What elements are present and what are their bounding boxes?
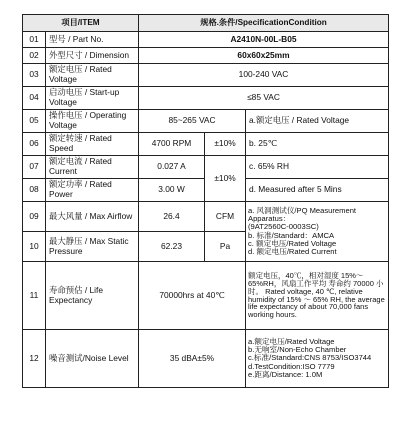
row-number: 12	[23, 330, 46, 388]
table-row	[23, 330, 389, 388]
table-row	[23, 156, 389, 179]
unit-label: CFM	[205, 202, 246, 232]
specification-sheet	[22, 14, 388, 388]
table-row	[23, 262, 389, 330]
item-label: 额定电流 / Rated Current	[46, 156, 139, 179]
item-label: 启动电压 / Start-up Voltage	[46, 87, 139, 110]
table-row	[23, 133, 389, 156]
row-number: 02	[23, 48, 46, 64]
condition-text: d. Measured after 5 Mins	[246, 179, 389, 202]
condition-line: a.额定电压/Rated Voltage	[248, 337, 335, 347]
pq-condition-list	[246, 202, 389, 262]
spec-table	[22, 14, 389, 388]
life-expectancy-value: 70000hrs at 40℃	[139, 262, 246, 330]
rated-current-value: 0.027 A	[139, 156, 205, 179]
table-row	[23, 202, 389, 232]
rated-speed-value: 4700 RPM	[139, 133, 205, 156]
startup-voltage-value: ≤85 VAC	[139, 87, 389, 110]
unit-label: Pa	[205, 232, 246, 262]
condition-line: d.TestCondition:ISO 7779	[248, 361, 335, 371]
item-label: 噪音测试/Noise Level	[46, 330, 139, 388]
condition-line: (9AT2560C-0003SC)	[248, 222, 319, 232]
row-number: 01	[23, 32, 46, 48]
row-number: 08	[23, 179, 46, 202]
item-label: 外型尺寸 / Dimension	[46, 48, 139, 64]
row-number: 07	[23, 156, 46, 179]
tolerance-value: ±10%	[205, 156, 246, 202]
table-row	[23, 48, 389, 64]
table-row	[23, 64, 389, 87]
condition-line: c. 额定电压/Rated Voltage	[248, 238, 337, 248]
row-number: 06	[23, 133, 46, 156]
part-number-value: A2410N-00L-B05	[139, 32, 389, 48]
item-label: 寿命预估 / Life Expectancy	[46, 262, 139, 330]
table-row	[23, 87, 389, 110]
condition-line: b.无响室/Non-Echo Chamber	[248, 345, 347, 355]
header-spec: 规格.条件/SpecificationCondition	[139, 15, 389, 32]
item-label: 型号 / Part No.	[46, 32, 139, 48]
max-pressure-value: 62.23	[139, 232, 205, 262]
condition-text: b. 25℃	[246, 133, 389, 156]
condition-text: a.额定电压 / Rated Voltage	[246, 110, 389, 133]
row-number: 10	[23, 232, 46, 262]
rated-voltage-value: 100-240 VAC	[139, 64, 389, 87]
rated-power-value: 3.00 W	[139, 179, 205, 202]
item-label: 额定电压 / Rated Voltage	[46, 64, 139, 87]
row-number: 03	[23, 64, 46, 87]
dimension-value: 60x60x25mm	[139, 48, 389, 64]
condition-line: a. 风洞测试仪/PQ Measurement Apparatus：	[248, 205, 357, 224]
item-label: 最大静压 / Max Static Pressure	[46, 232, 139, 262]
row-number: 09	[23, 202, 46, 232]
condition-line: c.标准/Standard:CNS 8753/ISO3744	[248, 353, 372, 363]
max-airflow-value: 26.4	[139, 202, 205, 232]
header-item: 项目/ITEM	[23, 15, 139, 32]
noise-condition-list	[246, 330, 389, 388]
operating-voltage-value: 85~265 VAC	[139, 110, 246, 133]
item-label: 操作电压 / Operating Voltage	[46, 110, 139, 133]
tolerance-value: ±10%	[205, 133, 246, 156]
noise-level-value: 35 dBA±5%	[139, 330, 246, 388]
item-label: 额定转速 / Rated Speed	[46, 133, 139, 156]
condition-line: b. 标准/Standard：AMCA	[248, 230, 335, 240]
table-row	[23, 32, 389, 48]
row-number: 05	[23, 110, 46, 133]
condition-text: c. 65% RH	[246, 156, 389, 179]
item-label: 最大风量 / Max Airflow	[46, 202, 139, 232]
header-row	[23, 15, 389, 32]
table-row	[23, 110, 389, 133]
item-label: 额定功率 / Rated Power	[46, 179, 139, 202]
condition-line: d. 额定电压/Rated Current	[248, 246, 337, 256]
row-number: 04	[23, 87, 46, 110]
life-condition-text: 额定电压，40℃，相对湿度 15%～65%RH，风扇工作平均 寿命约 70000 小时。 Rated voltage, 40 ℃, relative humidity of 15% ～ 65% RH, the average life expectancy of about 70,000 fans working hours.	[246, 262, 389, 330]
row-number: 11	[23, 262, 46, 330]
condition-line: e.距离/Distance: 1.0M	[248, 369, 323, 379]
